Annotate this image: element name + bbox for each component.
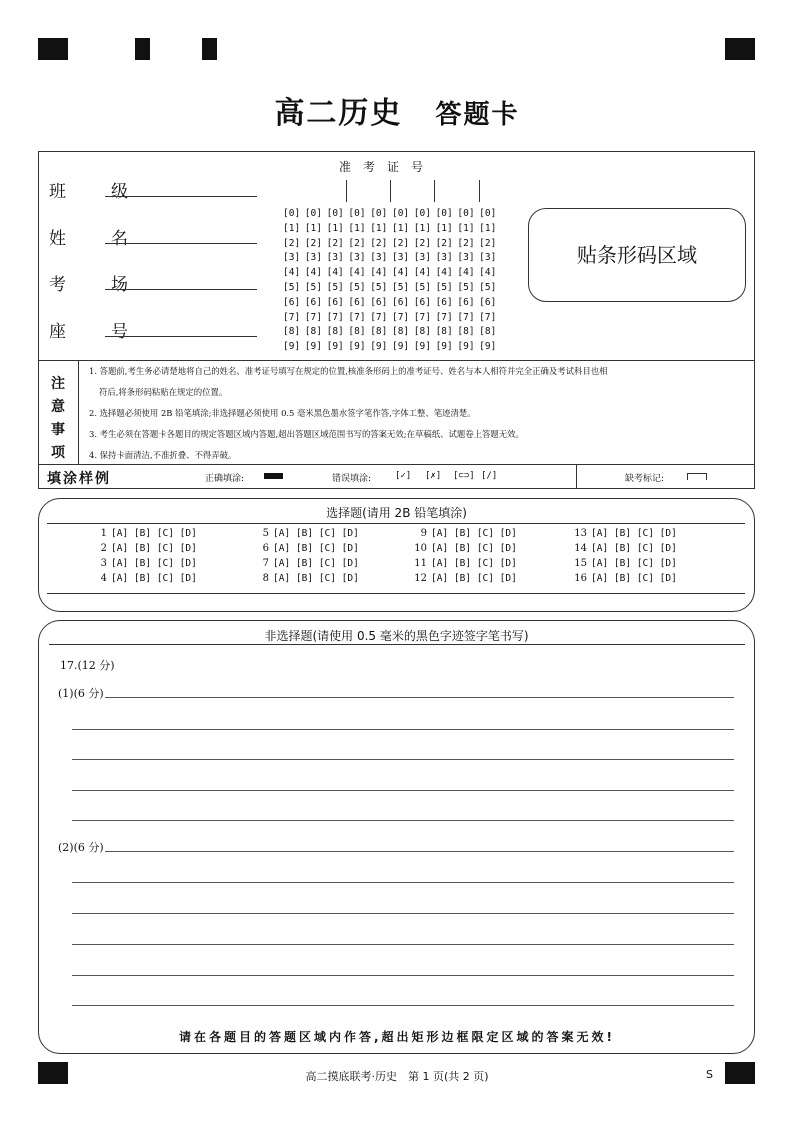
choice-question-number: 13 (574, 528, 587, 539)
choice-option-bubbles[interactable]: [A] [B] [C] [D] (273, 528, 359, 539)
exam-number-bubble[interactable]: [9] (391, 341, 410, 353)
exam-number-bubble[interactable]: [3] (391, 252, 410, 264)
exam-number-bubble[interactable]: [1] (435, 222, 453, 234)
exam-number-bubble-row (283, 340, 501, 355)
choice-option-bubbles[interactable]: [A] [B] [C] [D] (273, 558, 359, 569)
exam-number-bubble[interactable]: [7] (348, 311, 366, 323)
choice-question-row (571, 571, 677, 586)
field-input-room[interactable] (105, 289, 257, 290)
choice-question-row (411, 526, 517, 541)
choice-question-row (411, 541, 517, 556)
choice-question-number: 1 (100, 528, 107, 539)
choice-section (38, 498, 755, 612)
exam-number-bubble[interactable]: [3] (304, 252, 322, 264)
choice-option-bubbles[interactable]: [A] [B] [C] [D] (591, 558, 677, 569)
exam-number-bubble[interactable]: [7] (326, 311, 344, 323)
exam-number-bubble-row (283, 311, 501, 326)
exam-number-bubble[interactable]: [7] (413, 311, 431, 323)
exam-number-bubble[interactable]: [8] (391, 326, 410, 338)
choice-question-number: 16 (574, 573, 587, 584)
exam-number-bubble[interactable]: [2] (413, 237, 431, 249)
notice-char: 项 (51, 445, 65, 461)
exam-number-bubble[interactable]: [1] (348, 222, 366, 234)
exam-number-bubble[interactable]: [5] (304, 281, 322, 293)
field-input-seat[interactable] (105, 336, 257, 337)
wrong-fill-mark: [✓] (395, 471, 412, 481)
exam-number-separator (479, 180, 480, 202)
page-footer: 高二摸底联考·历史 第 1 页(共 2 页) (305, 1070, 489, 1083)
exam-number-bubble[interactable]: [9] (435, 341, 453, 353)
exam-number-bubble[interactable]: [4] (391, 267, 410, 279)
choice-question-row (91, 541, 197, 556)
choice-option-bubbles[interactable]: [A] [B] [C] [D] (431, 558, 517, 569)
choice-option-bubbles[interactable]: [A] [B] [C] [D] (111, 573, 197, 584)
exam-number-bubble[interactable]: [4] (348, 267, 366, 279)
divider (576, 464, 577, 489)
exam-number-bubble[interactable]: [1] (370, 222, 388, 234)
answer-line[interactable] (72, 944, 734, 945)
exam-number-bubble[interactable]: [8] (457, 326, 475, 338)
notice-item: 符后,将条形码粘贴在规定的位置。 (99, 387, 228, 397)
exam-number-bubble[interactable]: [4] (370, 267, 388, 279)
choice-question-row (411, 556, 517, 571)
choice-option-bubbles[interactable]: [A] [B] [C] [D] (273, 543, 359, 554)
exam-number-bubble[interactable]: [0] (435, 208, 453, 219)
registration-mark-top-right (725, 38, 755, 60)
exam-number-bubble-row (283, 237, 501, 252)
exam-number-bubble-grid (283, 207, 501, 355)
exam-number-bubble[interactable]: [0] (283, 208, 301, 219)
answer-line[interactable] (72, 790, 734, 791)
choice-question-row (253, 571, 359, 586)
absent-mark-label: 缺考标记: (625, 474, 665, 484)
exam-number-bubble[interactable]: [6] (370, 296, 388, 308)
exam-number-label: 准考证号 (339, 160, 436, 174)
exam-number-bubble[interactable]: [7] (479, 311, 497, 323)
choice-question-number: 14 (574, 543, 587, 554)
choice-column (571, 526, 677, 586)
choice-option-bubbles[interactable]: [A] [B] [C] [D] (431, 573, 517, 584)
choice-question-row (571, 556, 677, 571)
exam-number-bubble[interactable]: [4] (304, 267, 322, 279)
exam-number-bubble[interactable]: [7] (304, 311, 322, 323)
choice-option-bubbles[interactable]: [A] [B] [C] [D] (111, 543, 197, 554)
exam-number-bubble[interactable]: [2] (391, 237, 410, 249)
exam-number-bubble[interactable]: [5] (479, 281, 497, 293)
choice-question-row (91, 571, 197, 586)
choice-column (253, 526, 359, 586)
exam-number-bubble[interactable]: [2] (435, 237, 453, 249)
page-title (0, 88, 794, 132)
choice-question-number: 4 (100, 573, 107, 584)
exam-number-bubble[interactable]: [6] (348, 296, 366, 308)
choice-question-number: 3 (100, 558, 107, 569)
exam-number-bubble[interactable]: [6] (326, 296, 344, 308)
answer-line[interactable] (72, 820, 734, 821)
exam-number-bubble[interactable]: [0] (457, 208, 475, 219)
choice-option-bubbles[interactable]: [A] [B] [C] [D] (591, 528, 677, 539)
nonchoice-header: 非选择题(请使用 0.5 毫米的黑色字迹签字笔书写) (264, 629, 529, 643)
exam-number-bubble[interactable]: [8] (413, 326, 431, 338)
exam-number-bubble[interactable]: [0] (304, 208, 322, 219)
exam-number-bubble[interactable]: [6] (457, 296, 475, 308)
exam-number-bubble-row (283, 207, 501, 222)
notice-char: 事 (51, 422, 65, 438)
exam-number-bubble-row (283, 296, 501, 311)
choice-question-number: 10 (414, 543, 427, 554)
choice-question-row (571, 541, 677, 556)
answer-line[interactable] (105, 697, 734, 698)
registration-mark-top-1 (135, 38, 150, 60)
page-footer-code: S (706, 1068, 713, 1081)
choice-option-bubbles[interactable]: [A] [B] [C] [D] (111, 528, 197, 539)
exam-number-bubble[interactable]: [0] (370, 208, 388, 219)
exam-number-bubble[interactable]: [3] (413, 252, 431, 264)
exam-number-bubble[interactable]: [9] (479, 341, 497, 353)
exam-number-bubble[interactable]: [8] (479, 326, 497, 338)
choice-question-number: 15 (574, 558, 587, 569)
exam-number-bubble[interactable]: [8] (435, 326, 453, 338)
divider (47, 523, 745, 524)
field-input-name[interactable] (105, 243, 257, 244)
exam-number-bubble[interactable]: [4] (457, 267, 475, 279)
exam-number-bubble[interactable]: [0] (479, 208, 497, 219)
field-label-class: 班 级 (49, 182, 142, 202)
answer-line[interactable] (72, 1005, 734, 1006)
exam-number-bubble[interactable]: [5] (348, 281, 366, 293)
divider (49, 644, 745, 645)
exam-number-bubble[interactable]: [6] (283, 296, 301, 308)
exam-number-bubble[interactable]: [1] (391, 222, 410, 234)
correct-fill-label: 正确填涂: (205, 474, 245, 484)
exam-number-bubble[interactable]: [9] (370, 341, 388, 353)
exam-number-bubble[interactable]: [3] (370, 252, 388, 264)
exam-number-bubble[interactable]: [2] (457, 237, 475, 249)
divider (39, 360, 754, 361)
choice-option-bubbles[interactable]: [A] [B] [C] [D] (591, 573, 677, 584)
exam-number-bubble[interactable]: [1] (304, 222, 322, 234)
notice-side-label (39, 360, 79, 464)
exam-number-bubble[interactable]: [7] (457, 311, 475, 323)
exam-number-bubble[interactable]: [3] (326, 252, 344, 264)
exam-number-bubble-row (283, 325, 501, 340)
question-17-label: 17.(12 分) (60, 659, 115, 672)
exam-number-bubble[interactable]: [4] (413, 267, 431, 279)
field-label-name: 姓 名 (49, 229, 142, 249)
exam-number-bubble[interactable]: [4] (283, 267, 301, 279)
exam-number-bubble[interactable]: [4] (479, 267, 497, 279)
choice-question-row (91, 526, 197, 541)
exam-number-bubble[interactable]: [5] (391, 281, 410, 293)
choice-option-bubbles[interactable]: [A] [B] [C] [D] (591, 543, 677, 554)
choice-question-number: 11 (414, 558, 427, 569)
choice-question-row (253, 526, 359, 541)
exam-number-bubble[interactable]: [9] (348, 341, 366, 353)
exam-number-bubble[interactable]: [5] (457, 281, 475, 293)
exam-number-bubble[interactable]: [7] (370, 311, 388, 323)
exam-number-bubble[interactable]: [2] (283, 237, 301, 249)
exam-number-bubble[interactable]: [5] (283, 281, 301, 293)
exam-number-bubble[interactable]: [0] (348, 208, 366, 219)
wrong-fill-label: 错误填涂: (332, 474, 372, 484)
title-card: 答题卡 (435, 100, 520, 130)
answer-line[interactable] (105, 851, 734, 852)
exam-number-bubble[interactable]: [8] (283, 326, 301, 338)
choice-option-bubbles[interactable]: [A] [B] [C] [D] (431, 528, 517, 539)
notice-item: 4. 保持卡面清洁,不准折叠、不得弄破。 (89, 450, 237, 460)
choice-question-number: 5 (262, 528, 269, 539)
choice-question-number: 9 (420, 528, 427, 539)
exam-number-bubble[interactable]: [1] (457, 222, 475, 234)
choice-question-row (571, 526, 677, 541)
answer-line[interactable] (72, 729, 734, 730)
exam-number-bubble-row (283, 281, 501, 296)
notice-char: 注 (51, 376, 65, 392)
answer-line[interactable] (72, 759, 734, 760)
choice-column (91, 526, 197, 586)
exam-number-bubble[interactable]: [5] (435, 281, 453, 293)
exam-number-bubble[interactable]: [0] (326, 208, 344, 219)
exam-number-bubble[interactable]: [8] (326, 326, 344, 338)
exam-number-bubble[interactable]: [3] (479, 252, 497, 264)
exam-number-bubble[interactable]: [1] (479, 222, 497, 234)
choice-question-row (253, 556, 359, 571)
nonchoice-section (38, 620, 755, 1054)
choice-question-number: 8 (262, 573, 269, 584)
fill-sample-label: 填涂样例 (47, 471, 111, 487)
choice-column (411, 526, 517, 586)
registration-mark-top-2 (202, 38, 217, 60)
exam-number-separator (346, 180, 347, 202)
exam-number-bubble[interactable]: [6] (413, 296, 431, 308)
boundary-warning: 请在各题目的答题区域内作答,超出矩形边框限定区域的答案无效! (178, 1030, 616, 1044)
exam-number-bubble[interactable]: [9] (413, 341, 431, 353)
absent-mark-box[interactable] (687, 473, 707, 480)
wrong-fill-mark: [/] (481, 471, 498, 481)
choice-question-number: 12 (414, 573, 427, 584)
registration-mark-top-left (38, 38, 68, 60)
answer-line[interactable] (72, 913, 734, 914)
exam-number-bubble[interactable]: [6] (435, 296, 453, 308)
field-label-seat: 座 号 (49, 322, 142, 342)
exam-number-bubble[interactable]: [3] (283, 252, 301, 264)
barcode-area (528, 208, 746, 302)
choice-question-row (411, 571, 517, 586)
exam-number-bubble[interactable]: [2] (348, 237, 366, 249)
divider (47, 593, 745, 594)
choice-option-bubbles[interactable]: [A] [B] [C] [D] (431, 543, 517, 554)
exam-number-bubble[interactable]: [2] (370, 237, 388, 249)
exam-number-bubble[interactable]: [0] (391, 208, 410, 219)
exam-number-bubble[interactable]: [1] (326, 222, 344, 234)
exam-number-bubble[interactable]: [6] (391, 296, 410, 308)
exam-number-bubble[interactable]: [5] (326, 281, 344, 293)
choice-question-number: 2 (100, 543, 107, 554)
exam-number-bubble[interactable]: [8] (304, 326, 322, 338)
field-label-room: 考 场 (49, 275, 142, 295)
choice-option-bubbles[interactable]: [A] [B] [C] [D] (111, 558, 197, 569)
exam-number-bubble[interactable]: [9] (304, 341, 322, 353)
choice-question-row (91, 556, 197, 571)
exam-number-bubble[interactable]: [3] (457, 252, 475, 264)
wrong-fill-mark: [⊂⊃] (453, 471, 475, 481)
question-17-part1-label: (1)(6 分) (58, 687, 104, 700)
barcode-area-label: 贴条形码区域 (577, 243, 697, 267)
exam-number-bubble[interactable]: [5] (413, 281, 431, 293)
exam-number-bubble[interactable]: [9] (457, 341, 475, 353)
exam-number-bubble[interactable]: [9] (326, 341, 344, 353)
exam-number-bubble[interactable]: [1] (413, 222, 431, 234)
exam-number-bubble-row (283, 222, 501, 237)
choice-question-number: 7 (262, 558, 269, 569)
choice-option-bubbles[interactable]: [A] [B] [C] [D] (273, 573, 359, 584)
exam-number-bubble-row (283, 266, 501, 281)
exam-number-bubble[interactable]: [8] (370, 326, 388, 338)
choice-question-row (253, 541, 359, 556)
divider (39, 464, 754, 465)
exam-number-bubble[interactable]: [6] (479, 296, 497, 308)
correct-fill-mark (264, 473, 283, 479)
field-input-class[interactable] (105, 196, 257, 197)
fill-sample-row (39, 464, 754, 489)
notice-char: 意 (51, 399, 65, 415)
exam-number-bubble[interactable]: [5] (370, 281, 388, 293)
exam-number-bubble[interactable]: [4] (435, 267, 453, 279)
exam-number-separator (390, 180, 391, 202)
student-info-box (38, 151, 755, 489)
notice-item: 1. 答题前,考生务必请楚地将自己的姓名、准考证号填写在规定的位置,核准条形码上的准考证号、姓名与本人相符并完全正确及考试科目也相 (89, 366, 608, 376)
notice-item: 2. 选择题必须使用 2B 铅笔填涂;非选择题必须使用 0.5 毫米黑色墨水签字笔作答,字体工整、笔迹清楚。 (89, 408, 476, 418)
exam-number-bubble[interactable]: [7] (391, 311, 410, 323)
title-subject: 高二历史 (274, 96, 403, 131)
exam-number-bubble[interactable]: [7] (283, 311, 301, 323)
notice-item: 3. 考生必须在答题卡各题目的规定答题区域内答题,超出答题区域范围书写的答案无效;在草稿纸、试题卷上答题无效。 (89, 429, 524, 439)
choice-header: 选择题(请用 2B 铅笔填涂) (326, 506, 467, 520)
wrong-fill-mark: [✗] (425, 471, 442, 481)
exam-number-bubble[interactable]: [2] (479, 237, 497, 249)
exam-number-bubble[interactable]: [8] (348, 326, 366, 338)
exam-number-bubble[interactable]: [1] (283, 222, 301, 234)
exam-number-bubble[interactable]: [0] (413, 208, 431, 219)
exam-number-bubble-row (283, 251, 501, 266)
question-17-part2-label: (2)(6 分) (58, 841, 104, 854)
exam-number-separator (434, 180, 435, 202)
exam-number-bubble[interactable]: [2] (326, 237, 344, 249)
exam-number-bubble[interactable]: [9] (283, 341, 301, 353)
exam-number-bubble[interactable]: [3] (435, 252, 453, 264)
choice-question-number: 6 (262, 543, 269, 554)
exam-number-bubble[interactable]: [4] (326, 267, 344, 279)
exam-number-bubble[interactable]: [6] (304, 296, 322, 308)
exam-number-bubble[interactable]: [3] (348, 252, 366, 264)
exam-number-bubble[interactable]: [7] (435, 311, 453, 323)
answer-line[interactable] (72, 975, 734, 976)
exam-number-bubble[interactable]: [2] (304, 237, 322, 249)
answer-line[interactable] (72, 882, 734, 883)
